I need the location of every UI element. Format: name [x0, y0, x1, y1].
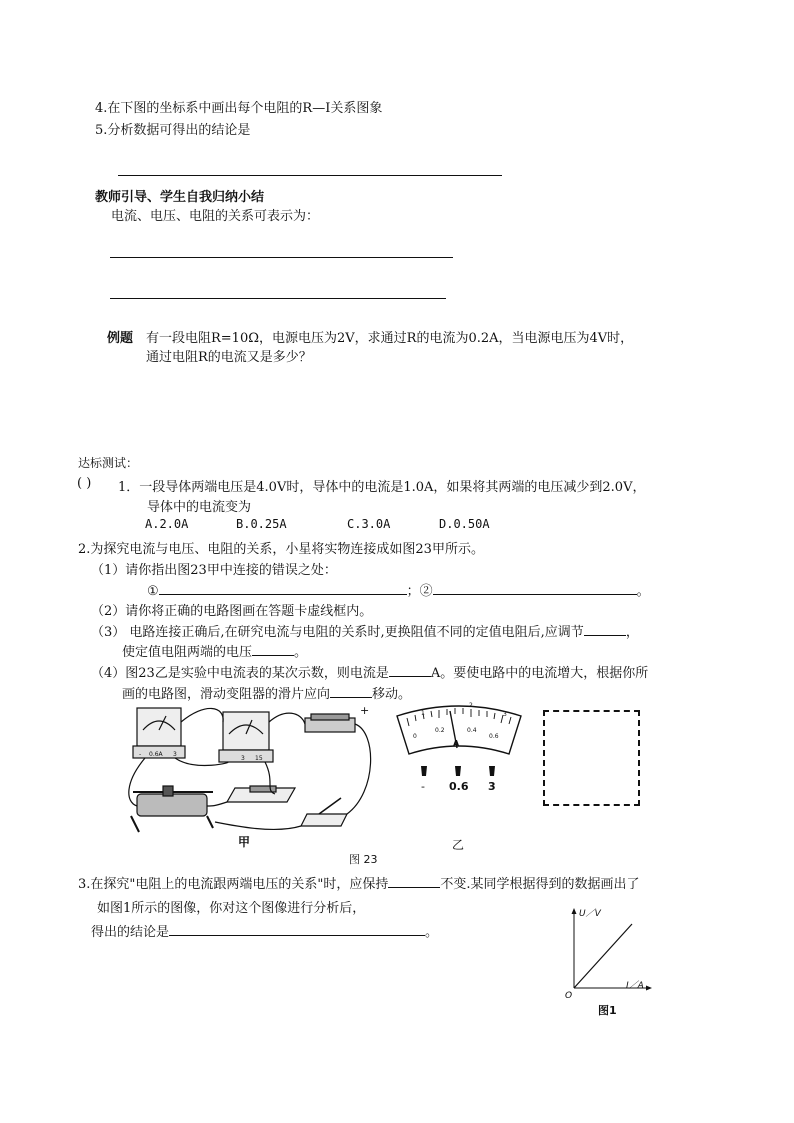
y-axis-arrow-icon — [572, 908, 577, 914]
q2-part-1-answers — [147, 580, 650, 599]
battery-plus-label: + — [360, 704, 370, 717]
ammeter-terminal-06: 0.6A — [149, 751, 163, 758]
summary-heading: 教师引导、学生自我归纳小结 — [95, 190, 265, 205]
q2-part-3-line-1: （3） 电路连接正确后,在研究电流与电阻的关系时,更换阻值不同的定值电阻后,应调节 ， — [91, 625, 639, 640]
voltmeter-terminal-3: 3 — [241, 755, 245, 762]
terminal-3-label: 3 — [488, 780, 496, 793]
test-heading: 达标测试： — [78, 456, 139, 470]
q2-blank-4[interactable] — [252, 643, 294, 656]
terminal-3-icon — [489, 766, 495, 776]
q3-line-2: 如图1所示的图像，你对这个图像进行分析后， — [97, 901, 366, 916]
dial-scale-02: 0.2 — [435, 727, 445, 734]
q2-blank-2[interactable] — [433, 582, 637, 595]
y-axis-label: U／V — [579, 909, 601, 919]
figure-1-graph — [562, 904, 662, 1000]
terminal-neg-icon — [421, 766, 427, 776]
q2-blank-1[interactable] — [159, 582, 407, 595]
dial-scale-0: 0 — [413, 733, 417, 740]
dial-top-3: 3 — [503, 711, 507, 718]
question-5: 5.分析数据可得出的结论是 — [95, 123, 251, 138]
terminal-06-icon — [455, 766, 461, 776]
q1-option-c[interactable]: C.3.0A — [347, 517, 391, 531]
example-tag: 例题 — [107, 331, 134, 346]
q1-line-1: 1．一段导体两端电压是4.0V时，导体中的电流是1.0A，如果将其两端的电压减少到2.0V， — [118, 480, 646, 495]
dial-top-2: 2 — [469, 702, 473, 709]
ammeter-terminal-neg: - — [139, 751, 142, 758]
q3-blank-1[interactable] — [388, 875, 440, 888]
q1-option-a[interactable]: A.2.0A — [145, 517, 189, 531]
voltmeter-terminal-15: 15 — [255, 755, 263, 762]
q2-end: 。 — [636, 584, 650, 599]
q2-part-1: （1）请你指出图23甲中连接的错误之处： — [91, 563, 337, 578]
q2-stem: 2.为探究电流与电压、电阻的关系，小星将实物连接成如图23甲所示。 — [78, 542, 484, 557]
label-jia: 甲 — [238, 835, 251, 849]
dial-top-1: 1 — [421, 710, 425, 717]
circuit-figure-jia — [115, 702, 385, 840]
graph-line — [574, 924, 632, 988]
q2-blank-5[interactable] — [389, 664, 431, 677]
answer-line-relation-1[interactable] — [110, 257, 453, 258]
q2-part-4-line-1: （4）图23乙是实验中电流表的某次示数，则电流是 A。要使电路中的电流增大，根据你所 — [91, 666, 649, 681]
x-axis-label: I／A — [626, 981, 644, 991]
q2-part-2: （2）请你将正确的电路图画在答题卡虚线框内。 — [91, 604, 373, 619]
terminal-neg-label: - — [421, 780, 425, 793]
figure-1-caption: 图1 — [598, 1004, 617, 1017]
q3-line-1: 3.在探究"电阻上的电流跟两端电压的关系"时，应保持 不变.某同学根据得到的数据画出了 — [78, 877, 640, 892]
answer-line-relation-2[interactable] — [110, 298, 446, 299]
answer-line-q5[interactable] — [118, 175, 502, 176]
terminal-06-label: 0.6 — [449, 780, 469, 793]
q2-part-3-line-2: 使定值电阻两端的电压 。 — [122, 645, 308, 660]
question-4: 4.在下图的坐标系中画出每个电阻的R—I关系图象 — [95, 101, 383, 116]
summary-relation: 电流、电压、电阻的关系可表示为： — [111, 209, 320, 224]
q3-line-3: 得出的结论是 。 — [91, 925, 439, 940]
x-axis-arrow-icon — [646, 986, 652, 991]
q2-blank-3[interactable] — [584, 623, 626, 636]
ammeter-terminal-3: 3 — [173, 751, 177, 758]
q2-separator: ；② — [406, 584, 433, 599]
circuit-answer-box[interactable] — [543, 710, 640, 806]
example-line-1: 有一段电阻R=10Ω，电源电压为2V，求通过R的电流为0.2A，当电源电压为4V时， — [146, 331, 634, 346]
q2-marker-1: ① — [147, 584, 159, 599]
q2-blank-6[interactable] — [330, 685, 372, 698]
origin-label: O — [565, 991, 573, 1000]
dial-scale-06: 0.6 — [489, 733, 499, 740]
ammeter-dial-yi — [393, 702, 525, 806]
q1-bracket[interactable]: ( ) — [77, 476, 92, 491]
q1-option-d[interactable]: D.0.50A — [439, 517, 490, 531]
dial-unit-label: A — [453, 739, 460, 748]
label-yi: 乙 — [452, 838, 465, 852]
example-line-2: 通过电阻R的电流又是多少？ — [146, 350, 312, 365]
q3-blank-2[interactable] — [169, 923, 425, 936]
dial-scale-04: 0.4 — [467, 727, 477, 734]
figure-23-caption: 图 23 — [349, 853, 378, 866]
q1-option-b[interactable]: B.0.25A — [236, 517, 287, 531]
q2-part-4-line-2: 画的电路图，滑动变阻器的滑片应向 移动。 — [122, 687, 412, 702]
q1-line-2: 导体中的电流变为 — [147, 500, 252, 515]
